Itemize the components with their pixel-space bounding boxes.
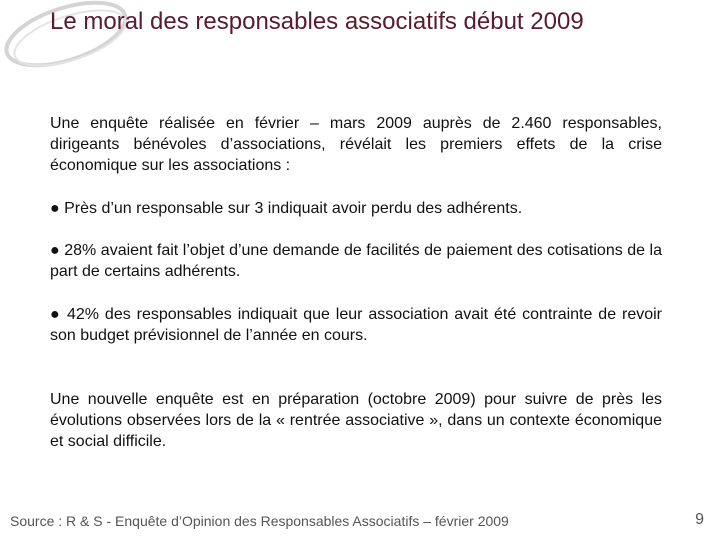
conclusion-paragraph: Une nouvelle enquête est en préparation (octobre 2009) pour suivre de près les évolutions observées lors de la « rentrée associative », dans un contexte économique et social difficile. <box>50 391 662 450</box>
source-footer: Source : R & S - Enquête d’Opinion des Responsables Associatifs – février 2009 <box>10 513 509 529</box>
intro-paragraph: Une enquête réalisée en février – mars 2009 auprès de 2.460 responsables, dirigeants bénévoles d’associations, révélait les premiers effets de la crise économique sur les associations : <box>50 115 662 174</box>
slide-title: Le moral des responsables associatifs début 2009 <box>50 8 584 35</box>
page-number: 9 <box>695 511 704 528</box>
bullet-budget: ● 42% des responsables indiquait que leur association avait été contrainte de revoir son budget prévisionnel de l’année en cours. <box>50 306 662 344</box>
bullet-adherents: ● Près d’un responsable sur 3 indiquait avoir perdu des adhérents. <box>50 200 523 217</box>
slide-body <box>50 113 662 452</box>
bullet-facilites-paiement: ● 28% avaient fait l’objet d’une demande de facilités de paiement des cotisations de la part de certains adhérents. <box>50 242 662 280</box>
